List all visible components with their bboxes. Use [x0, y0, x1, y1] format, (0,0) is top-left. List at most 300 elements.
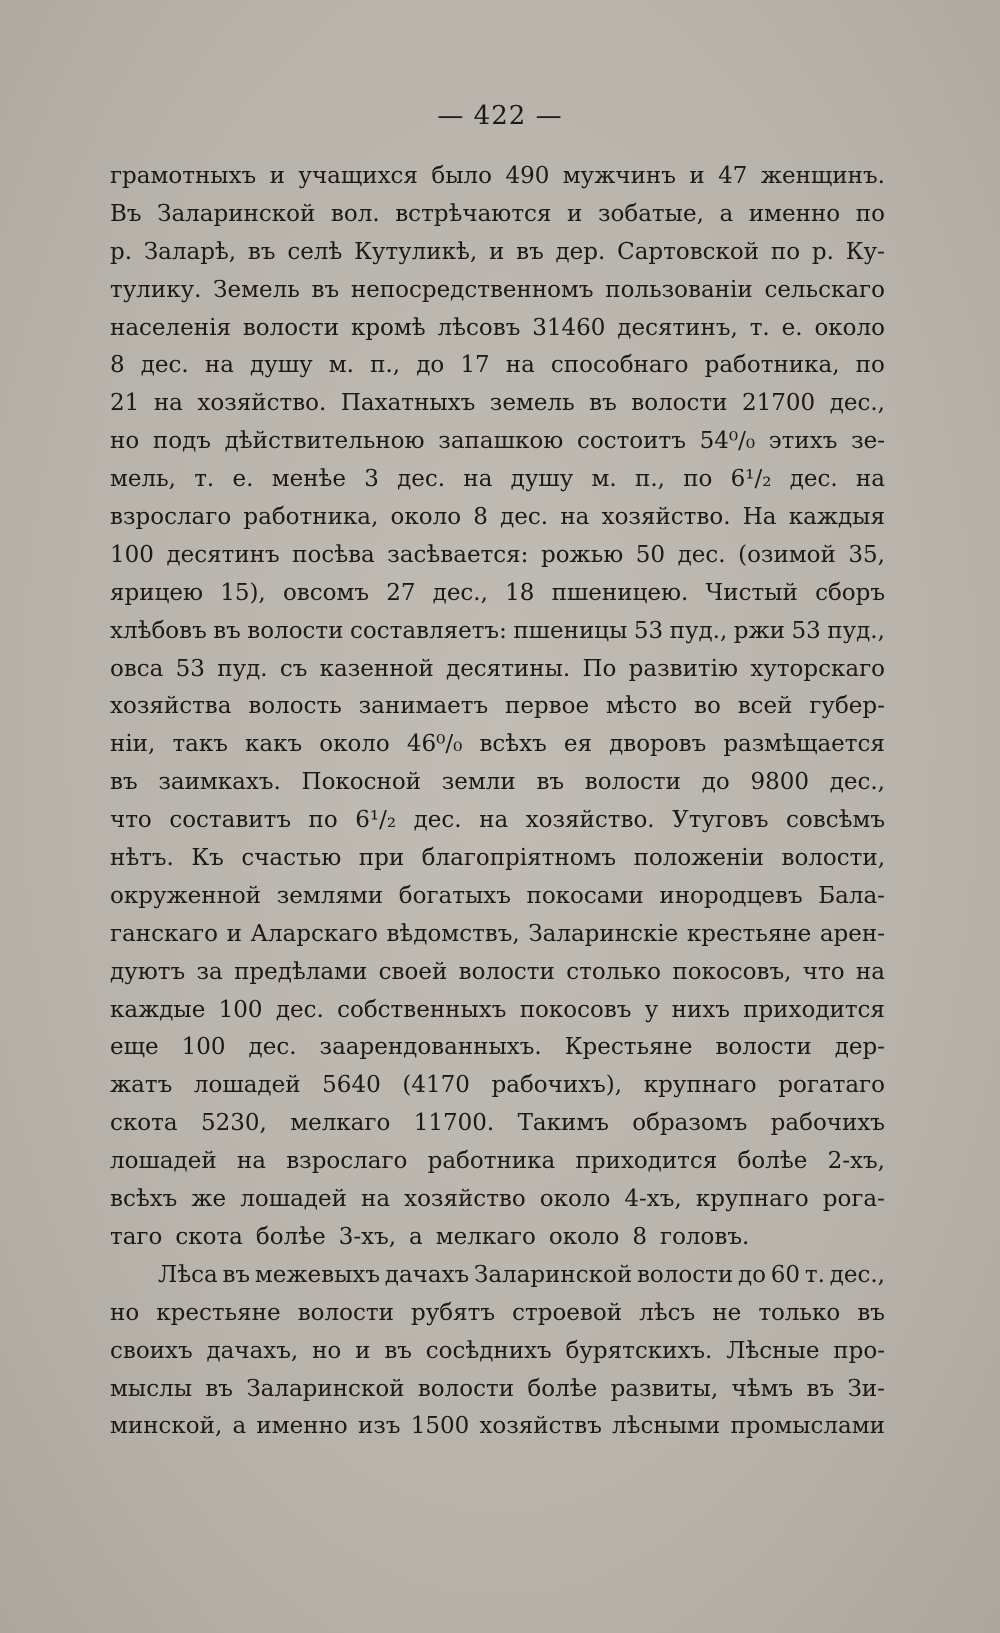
word: на: [236, 1148, 266, 1175]
word: Лѣса: [158, 1261, 218, 1288]
word: е.: [781, 314, 803, 341]
word: десятинъ: [166, 541, 280, 568]
word: по: [855, 352, 885, 379]
word: во: [694, 693, 721, 720]
word: въ: [806, 1375, 835, 1402]
word: Земель: [213, 276, 300, 303]
word: съ: [279, 655, 308, 682]
word: (4170: [402, 1072, 470, 1099]
word: Такимъ: [517, 1110, 609, 1137]
word: (озимой: [738, 541, 836, 568]
text-line: [110, 802, 885, 840]
word: хлѣбовъ: [110, 617, 207, 644]
word: именно: [256, 1413, 348, 1440]
word: еще: [110, 1034, 159, 1061]
word: но: [312, 1337, 342, 1364]
text-line: [110, 613, 885, 651]
word: дес.: [413, 807, 462, 834]
word: такъ: [172, 731, 228, 758]
word: что: [110, 807, 152, 834]
text-line: [110, 234, 885, 272]
word: Покосной: [301, 769, 422, 796]
word: 9800: [750, 769, 809, 796]
word: Чистый: [705, 579, 798, 606]
word: овсомъ: [282, 579, 369, 606]
word: собственныхъ: [337, 996, 507, 1023]
page-number: — 422 —: [437, 101, 563, 131]
word: лошадей: [240, 1186, 347, 1213]
word: въ: [222, 1261, 251, 1288]
word: подъ: [152, 428, 211, 455]
word: жатъ: [110, 1072, 173, 1099]
word: лѣсъ: [639, 1299, 696, 1326]
word: приходится: [575, 1148, 718, 1175]
word: Заларинскіе: [528, 920, 679, 947]
word: сборъ: [815, 579, 885, 606]
word: рабочихъ),: [491, 1072, 623, 1099]
word: посѣва: [292, 541, 375, 568]
word: и: [567, 200, 583, 227]
word: менѣе: [271, 466, 346, 493]
word: не: [712, 1299, 742, 1326]
word: около: [390, 504, 462, 531]
word: чѣмъ: [731, 1375, 794, 1402]
word: межевыхъ: [254, 1261, 380, 1288]
word: дес.: [677, 541, 726, 568]
word: 35,: [848, 541, 885, 568]
word: и: [226, 920, 242, 947]
word: арен-: [819, 920, 885, 947]
word: зобатые,: [597, 200, 704, 227]
word: на: [855, 466, 885, 493]
text-line: [110, 1219, 885, 1257]
word: около: [814, 314, 885, 341]
text-line: [110, 1029, 885, 1067]
word: пользованіи: [605, 276, 753, 303]
word: рабочихъ: [770, 1110, 885, 1137]
word: Пахатныхъ: [340, 390, 476, 417]
word: дворовъ: [609, 731, 707, 758]
word: волости: [417, 1375, 515, 1402]
word: непосредственномъ: [350, 276, 594, 303]
word: волости: [636, 1261, 734, 1288]
word: земель: [489, 390, 575, 417]
paragraph-1: [110, 158, 885, 1257]
word: сельскаго: [764, 276, 885, 303]
word: тулику.: [110, 276, 202, 303]
word: Кутуликѣ,: [354, 238, 478, 265]
word: и: [355, 1337, 371, 1364]
word: нихъ: [671, 996, 730, 1023]
word: и: [689, 163, 705, 189]
word: развиты,: [610, 1375, 719, 1402]
word: Бала-: [818, 882, 885, 909]
word: 53: [633, 617, 664, 644]
word: ярицею: [110, 579, 203, 606]
word: крестьяне: [156, 1299, 281, 1326]
word: мелкаго: [290, 1110, 391, 1137]
word: 2-хъ,: [827, 1148, 885, 1175]
word: засѣвается:: [387, 541, 529, 568]
word: только: [758, 1299, 841, 1326]
word: работника,: [243, 504, 379, 531]
word: составляетъ:: [349, 617, 507, 644]
word: дес.: [500, 504, 549, 531]
text-line: [110, 537, 885, 575]
word: мѣсто: [605, 693, 678, 720]
word: 15),: [220, 579, 266, 606]
word: по: [855, 200, 885, 227]
word: про-: [833, 1337, 885, 1364]
word: взрослаго: [286, 1148, 408, 1175]
text-line: [110, 1105, 885, 1143]
word: дес.,: [432, 579, 488, 606]
word: 46⁰/₀: [406, 731, 463, 758]
word: По: [582, 655, 617, 682]
word: дес.,: [829, 769, 885, 796]
word: взрослаго: [110, 504, 232, 531]
word: казенной: [319, 655, 434, 682]
word: 4-хъ,: [624, 1186, 682, 1213]
word: же: [191, 1186, 227, 1213]
word: всѣхъ: [479, 731, 547, 758]
word: р.: [110, 238, 133, 265]
word: этихъ: [768, 428, 838, 455]
word: десятинъ,: [617, 314, 738, 341]
word: способнаго: [550, 352, 689, 379]
word: около: [539, 1186, 611, 1213]
word: строевой: [512, 1299, 623, 1326]
word: хуторскаго: [750, 655, 885, 682]
text-line: [110, 158, 885, 196]
word: своихъ: [110, 1337, 193, 1364]
word: крупнаго: [643, 1072, 757, 1099]
word: 53: [175, 655, 205, 682]
word: въ: [205, 1375, 233, 1402]
word: а: [719, 200, 734, 227]
word: рога-: [822, 1186, 885, 1213]
word: 60: [770, 1261, 801, 1288]
text-line: [110, 1295, 885, 1333]
word: волости: [584, 769, 681, 796]
word: дер-: [834, 1034, 885, 1061]
paragraph-2: [110, 1257, 885, 1446]
word: душу: [250, 352, 313, 379]
word: п.,: [370, 352, 401, 379]
word: счастью: [241, 845, 342, 872]
text-line: [110, 423, 885, 461]
word: въ: [857, 1299, 885, 1326]
word: 5640: [322, 1072, 381, 1099]
word: было: [431, 163, 492, 189]
word: 11700.: [413, 1110, 495, 1137]
word: дес.: [397, 466, 446, 493]
word: на: [855, 958, 885, 985]
word: 27: [386, 579, 416, 606]
word: десятины.: [446, 655, 571, 682]
word: рожью: [540, 541, 624, 568]
text-line: [110, 878, 885, 916]
word: своей: [378, 958, 448, 985]
word: около: [319, 731, 390, 758]
text-line: [110, 1143, 885, 1181]
word: Въ: [110, 200, 142, 227]
text-line: [110, 196, 885, 234]
text-line: [110, 1181, 885, 1219]
word: инородцевъ: [659, 882, 803, 909]
word: 5230,: [200, 1110, 267, 1137]
word: женщинъ.: [760, 163, 885, 189]
word: м.: [591, 466, 617, 493]
text-line: [110, 499, 885, 537]
word: на: [463, 466, 493, 493]
word: дес.,: [829, 1261, 885, 1288]
word: дес.: [140, 352, 189, 379]
word: Заларинской: [246, 1375, 405, 1402]
word: лѣсными: [612, 1413, 721, 1440]
word: но: [110, 1299, 140, 1326]
word: и: [488, 238, 505, 265]
word: п.,: [634, 466, 665, 493]
text-line: [110, 385, 885, 423]
word: волости,: [781, 845, 885, 872]
word: богатыхъ: [398, 882, 511, 909]
word: Заларѣ,: [143, 238, 237, 265]
word: до: [416, 352, 445, 379]
word: работника: [427, 1148, 556, 1175]
word: мелкаго: [435, 1223, 536, 1250]
word: 100: [181, 1034, 226, 1061]
word: хозяйство.: [525, 807, 655, 834]
word: пуд.,: [827, 617, 885, 644]
word: Заларинской: [473, 1261, 633, 1288]
word: 53: [791, 617, 821, 644]
word: 17: [460, 352, 490, 379]
word: скота: [175, 1223, 243, 1250]
word: что: [802, 958, 845, 985]
word: столько: [566, 958, 662, 985]
word: Утуговъ: [672, 807, 769, 834]
word: образомъ: [632, 1110, 748, 1137]
word: 100: [110, 541, 154, 568]
word: бурятскихъ.: [565, 1337, 713, 1364]
word: таго: [110, 1223, 163, 1250]
word: по: [770, 238, 801, 265]
word: минской,: [110, 1413, 223, 1440]
word: каждые: [110, 996, 206, 1023]
word: промыслами: [730, 1413, 885, 1440]
word: покосами: [526, 882, 644, 909]
word: 8: [632, 1223, 648, 1250]
word: крупнаго: [695, 1186, 809, 1213]
word: заарендованныхъ.: [319, 1034, 542, 1061]
word: вѣдомствъ,: [386, 920, 520, 947]
word: заимкахъ.: [158, 769, 281, 796]
word: на: [153, 390, 183, 417]
word: е.: [232, 466, 254, 493]
text-line: [110, 764, 885, 802]
word: при: [358, 845, 405, 872]
word: хозяйство.: [601, 504, 731, 531]
word: волость: [248, 693, 342, 720]
text-line: [110, 840, 885, 878]
text-line: [110, 992, 885, 1030]
word: лѣсовъ: [437, 314, 521, 341]
word: въ: [213, 617, 241, 644]
word: именно: [748, 200, 841, 227]
word: овса: [110, 655, 164, 682]
word: покосовъ: [519, 996, 632, 1023]
word: лошадей: [193, 1072, 301, 1099]
word: и: [269, 163, 285, 189]
word: въ: [384, 1337, 412, 1364]
word: размѣщается: [723, 731, 885, 758]
word: крестьяне: [686, 920, 812, 947]
word: головъ.: [660, 1223, 750, 1250]
word: 3-хъ,: [338, 1223, 397, 1250]
word: 490: [505, 163, 550, 189]
text-line: [110, 651, 885, 689]
word: состоитъ: [576, 428, 686, 455]
word: ганскаго: [110, 920, 218, 947]
word: въ: [311, 276, 340, 303]
word: Лѣсные: [726, 1337, 820, 1364]
word: учащихся: [298, 163, 418, 189]
word: вол.: [330, 200, 380, 227]
word: на: [360, 1186, 391, 1213]
word: дес.: [789, 466, 838, 493]
word: пуд.,: [669, 617, 728, 644]
word: Заларинской: [157, 200, 316, 227]
word: въ: [110, 769, 138, 796]
word: пшеницы: [513, 617, 628, 644]
word: у: [644, 996, 659, 1023]
word: 6¹/₂: [730, 466, 772, 493]
body-text: [110, 158, 885, 1446]
word: окруженной: [110, 882, 262, 909]
word: волости: [297, 1299, 394, 1326]
word: зе-: [851, 428, 885, 455]
word: 8: [473, 504, 488, 531]
word: рубятъ: [411, 1299, 495, 1326]
word: 8: [110, 352, 125, 379]
word: дер.: [555, 238, 606, 265]
word: 47: [718, 163, 748, 189]
word: дес.: [248, 1034, 297, 1061]
word: 54⁰/₀: [699, 428, 756, 455]
text-line: [110, 310, 885, 348]
word: въ: [589, 390, 617, 417]
word: занимаетъ: [358, 693, 489, 720]
word: Зи-: [847, 1375, 885, 1402]
text-line: [110, 1371, 885, 1409]
word: составитъ: [169, 807, 291, 834]
word: совсѣмъ: [786, 807, 885, 834]
word: по: [308, 807, 338, 834]
word: рогатаго: [778, 1072, 885, 1099]
word: запашкою: [438, 428, 564, 455]
word: болѣе: [737, 1148, 808, 1175]
word: землями: [276, 882, 384, 909]
word: 21: [110, 390, 140, 417]
word: нѣтъ.: [110, 845, 174, 872]
word: грамотныхъ: [110, 163, 257, 189]
word: На: [742, 504, 777, 531]
word: 18: [505, 579, 535, 606]
word: мель,: [110, 466, 176, 493]
word: дѣйствительною: [224, 428, 425, 455]
word: развитію: [628, 655, 739, 682]
text-line: [110, 347, 885, 385]
word: 1500: [410, 1413, 470, 1440]
word: скота: [110, 1110, 178, 1137]
word: Къ: [191, 845, 224, 872]
word: 100: [218, 996, 263, 1023]
word: изъ: [357, 1413, 401, 1440]
word: пшеницею.: [551, 579, 689, 606]
word: на: [505, 352, 535, 379]
word: хозяйство.: [197, 390, 327, 417]
word: а: [232, 1413, 247, 1440]
word: въ: [516, 238, 544, 265]
word: ея: [563, 731, 592, 758]
word: мужчинъ: [562, 163, 676, 189]
word: за: [196, 958, 223, 985]
text-line: [110, 916, 885, 954]
word: каждыя: [788, 504, 885, 531]
word: дес.: [275, 996, 324, 1023]
word: м.: [328, 352, 354, 379]
word: до: [737, 1261, 766, 1288]
word: на: [204, 352, 234, 379]
word: но: [110, 428, 140, 455]
text-line: [110, 1257, 885, 1295]
word: ніи,: [110, 731, 156, 758]
word: положеніи: [633, 845, 764, 872]
word: населенія: [110, 314, 231, 341]
word: около: [548, 1223, 620, 1250]
word: въ: [536, 769, 565, 796]
text-line: [110, 1067, 885, 1105]
word: до: [701, 769, 730, 796]
word: кромѣ: [350, 314, 426, 341]
word: дес.,: [829, 390, 885, 417]
text-line: [110, 688, 885, 726]
word: болѣе: [527, 1375, 598, 1402]
word: ржи: [733, 617, 786, 644]
text-line: [110, 1333, 885, 1371]
word: покосовъ,: [672, 958, 792, 985]
word: дачахъ,: [206, 1337, 299, 1364]
text-line: [110, 461, 885, 499]
word: 50: [635, 541, 666, 568]
word: на: [479, 807, 509, 834]
word: хозяйствъ: [479, 1413, 602, 1440]
word: Крестьяне: [564, 1034, 693, 1061]
word: первое: [504, 693, 590, 720]
word: работника,: [704, 352, 840, 379]
text-line: [110, 726, 885, 764]
word: т.: [749, 314, 770, 341]
word: хозяйство: [404, 1186, 526, 1213]
word: на: [560, 504, 590, 531]
word: всѣхъ: [110, 1186, 178, 1213]
word: Сартовской: [617, 238, 760, 265]
word: болѣе: [255, 1223, 326, 1250]
word: р.: [811, 238, 834, 265]
text-line: [110, 575, 885, 613]
text-line: [110, 272, 885, 310]
